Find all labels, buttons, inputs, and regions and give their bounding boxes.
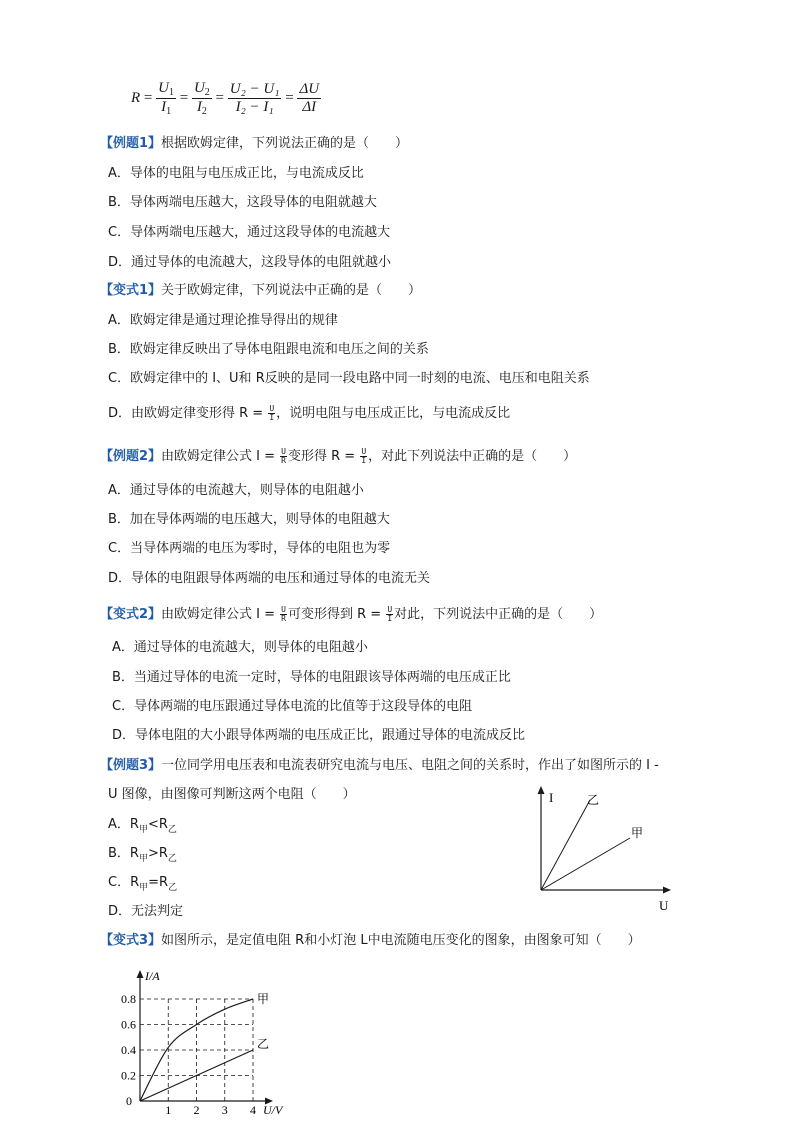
q1-option-d: D．通过导体的电流越大，这段导体的电阻就越小 — [108, 255, 392, 270]
origin-label: 0 — [126, 1094, 132, 1108]
q2-fraction-1: $\frac{U}{R}$ — [281, 447, 286, 465]
formula-frac-3: $\frac{\text{U₂ − U₁}}{\text{I₂ − I₁}}$ — [229, 81, 280, 115]
q1-option-c: C．导体两端电压越大，通过这段导体的电流越大 — [108, 225, 391, 240]
q1-option-b: B．导体两端电压越大，这段导体的电阻就越大 — [108, 195, 377, 210]
formula-frac-2: $\frac{U_2}{I_2}$ — [193, 80, 210, 117]
v3-tag: 【变式3】 — [100, 933, 162, 948]
formula-frac-1: $\frac{U_1}{I_1}$ — [158, 80, 174, 117]
q3-stem-line2: U 图像，由图像可判断这两个电阻（ ） — [108, 787, 356, 802]
v3-stem: 【变式3】如图所示，是定值电阻 R和小灯泡 L中电流随电压变化的图象，由图象可知（ ） — [100, 933, 641, 948]
v2-option-b: B．当通过导体的电流一定时，导体的电阻跟该导体两端的电压成正比 — [112, 670, 511, 685]
q3-iu-graph — [525, 780, 685, 915]
v2-fraction-1: $\frac{U}{R}$ — [281, 605, 286, 623]
q3-ylabel: I — [549, 790, 554, 805]
formula-eq: = — [143, 89, 153, 106]
x-axis-label: U/V — [263, 1103, 283, 1117]
x-tick-label-2: 2 — [193, 1103, 200, 1117]
q3-option-c: C．$R_甲=R_乙$ — [108, 875, 178, 893]
v1-fraction: $\frac{U}{I}$ — [269, 404, 275, 422]
v2-option-c: C．导体两端的电压跟通过导体电流的比值等于这段导体的电阻 — [112, 699, 473, 714]
q3-x-arrow — [663, 887, 671, 894]
q2-tag: 【例题2】 — [100, 449, 162, 464]
v2-option-a: A．通过导体的电流越大，则导体的电阻越小 — [112, 640, 368, 655]
q3-y-arrow — [538, 786, 545, 794]
q3-option-d: D．无法判定 — [108, 904, 184, 919]
x-tick-label-4: 4 — [250, 1103, 256, 1117]
x-tick-label-3: 3 — [221, 1103, 228, 1117]
q2-fraction-2: $\frac{U}{I}$ — [361, 447, 367, 465]
y-axis-label: I/A — [145, 969, 160, 983]
v3-iu-chart — [110, 968, 310, 1120]
q3-label-jia: 甲 — [631, 826, 644, 840]
y-axis-arrow — [137, 970, 144, 978]
y-tick-label-0.8: 0.8 — [121, 992, 136, 1006]
v2-fraction-2: $\frac{U}{I}$ — [387, 605, 393, 623]
q3-stem-line1: 【例题3】一位同学用电压表和电流表研究电流与电压、电阻之间的关系时，作出了如图所示的 I - — [100, 758, 659, 773]
v1-option-c: C．欧姆定律中的 I、U和 R反映的是同一段电路中同一时刻的电流、电压和电阻关系 — [108, 371, 590, 386]
q3-label-yi: 乙 — [587, 793, 600, 807]
q1-stem: 【例题1】根据欧姆定律，下列说法正确的是（ ） — [100, 136, 409, 151]
x-tick-label-1: 1 — [165, 1103, 172, 1117]
v1-option-b: B．欧姆定律反映出了导体电阻跟电流和电压之间的关系 — [108, 342, 429, 357]
v1-tag: 【变式1】 — [100, 283, 162, 298]
formula-frac-4: $\frac{\Delta U}{\Delta I}$ — [299, 81, 320, 115]
q3-line-jia — [541, 838, 630, 890]
formula: R = $\frac{U_1}{I_1}$ = $\frac{U_2}{I_2}$ = $\frac{\text{U₂ − U₁}}{\text{I₂ − I₁}}$ = $\frac{\Delta U}{\Delta I}$ — [131, 80, 320, 117]
series-label-甲: 甲 — [257, 992, 270, 1006]
q1-option-a: A．导体的电阻与电压成正比，与电流成反比 — [108, 166, 364, 181]
q2-option-c: C．当导体两端的电压为零时，导体的电阻也为零 — [108, 541, 391, 556]
q3-option-b: B．$R_甲>R_乙$ — [108, 846, 177, 864]
q3-xlabel: U — [659, 898, 669, 913]
v2-stem: 【变式2】由欧姆定律公式 I = $\frac{U}{R}$ 可变形得到 R = $\frac{U}{I}$ 对此，下列说法中正确的是（ ） — [100, 605, 603, 623]
v1-option-a: A．欧姆定律是通过理论推导得出的规律 — [108, 313, 338, 328]
y-tick-label-0.4: 0.4 — [121, 1043, 136, 1057]
q3-line-yi — [541, 800, 590, 890]
q2-option-d: D．导体的电阻跟导体两端的电压和通过导体的电流无关 — [108, 571, 431, 586]
v2-option-d: D．导体电阻的大小跟导体两端的电压成正比，跟通过导体的电流成反比 — [112, 728, 526, 743]
y-tick-label-0.6: 0.6 — [121, 1017, 136, 1032]
q2-option-a: A．通过导体的电流越大，则导体的电阻越小 — [108, 483, 364, 498]
formula-lhs: R — [131, 89, 141, 106]
q3-option-a: A．$R_甲<R_乙$ — [108, 817, 177, 835]
series-label-乙: 乙 — [257, 1037, 270, 1051]
v2-tag: 【变式2】 — [100, 607, 162, 622]
q2-stem: 【例题2】由欧姆定律公式 I = $\frac{U}{R}$ 变形得 R = $\frac{U}{I}$ ，对此下列说法中正确的是（ ） — [100, 447, 577, 465]
q1-tag: 【例题1】 — [100, 136, 162, 151]
y-tick-label-0.2: 0.2 — [121, 1068, 136, 1083]
q3-tag: 【例题3】 — [100, 758, 162, 773]
v1-option-d: D．由欧姆定律变形得 R = $\frac{U}{I}$ ，说明电阻与电压成正比，与电流成反比 — [108, 404, 511, 422]
v1-stem: 【变式1】关于欧姆定律，下列说法中正确的是（ ） — [100, 283, 422, 298]
q2-option-b: B．加在导体两端的电压越大，则导体的电阻越大 — [108, 512, 390, 527]
